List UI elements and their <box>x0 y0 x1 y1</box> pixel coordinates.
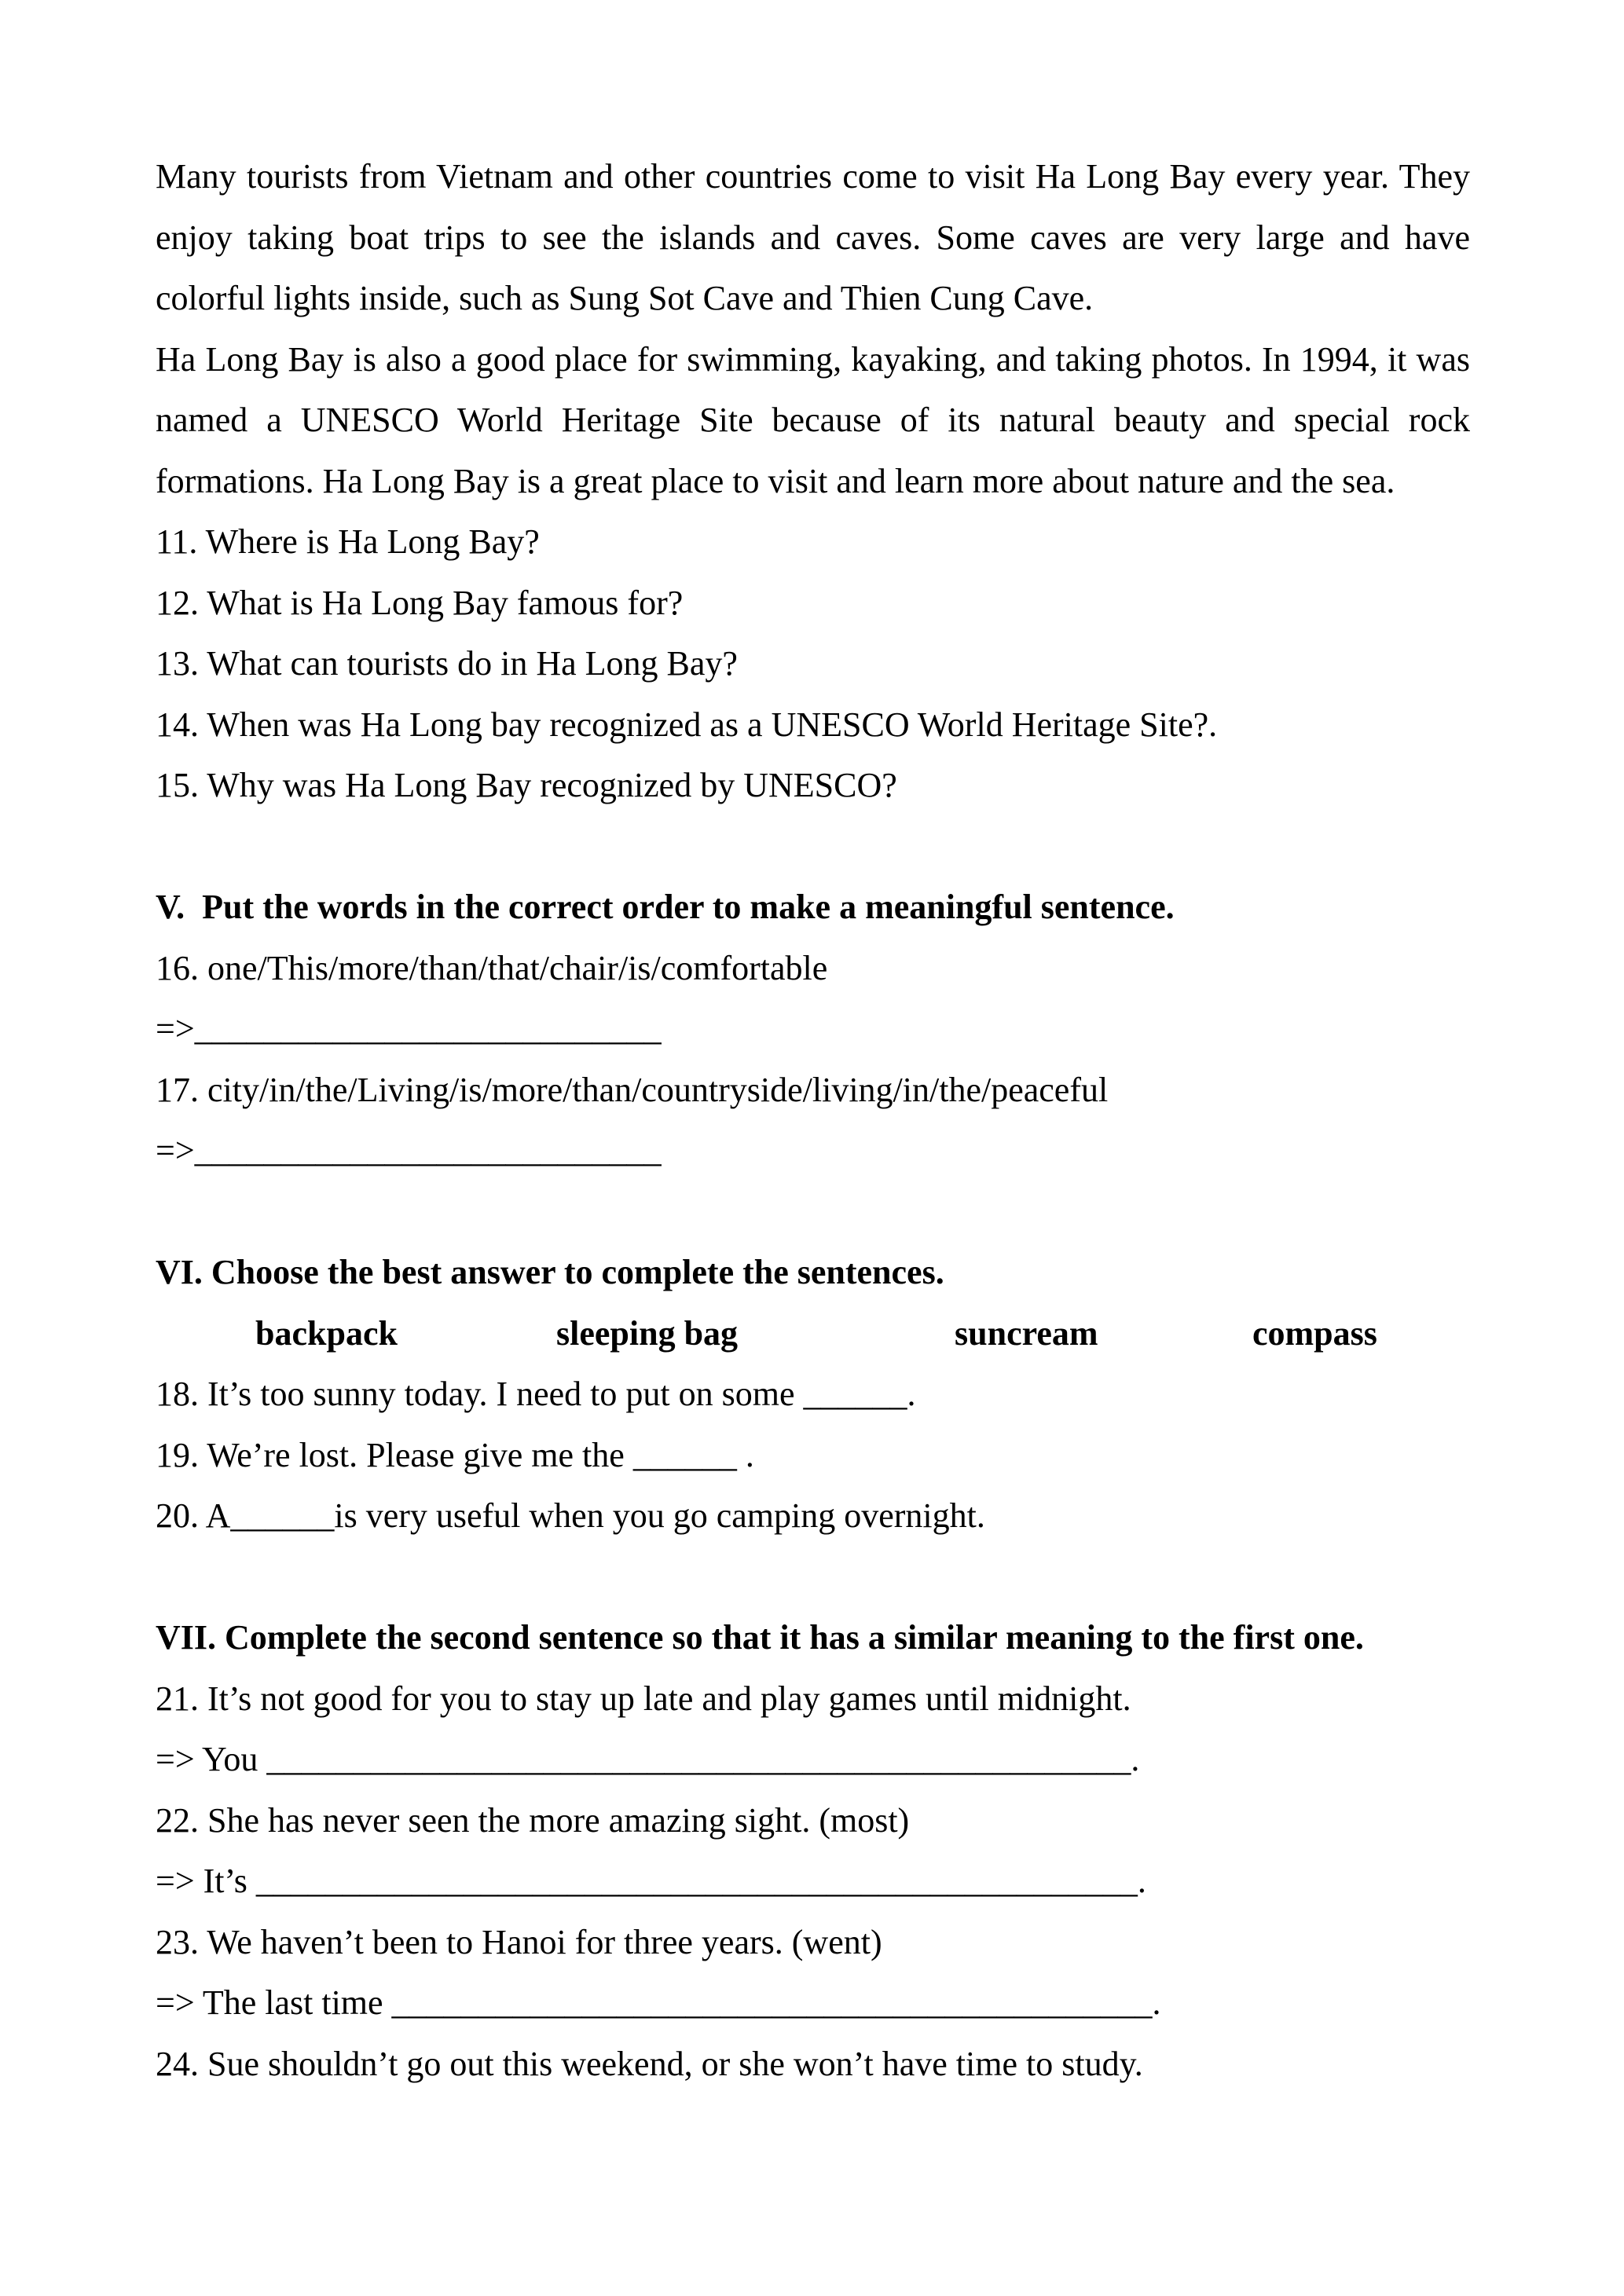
question-12: 12. What is Ha Long Bay famous for? <box>156 583 684 622</box>
word-bank <box>156 1303 1470 1364</box>
question-18: 18. It’s too sunny today. I need to put on some ______. <box>156 1375 916 1413</box>
question-21: 21. It’s not good for you to stay up late and play games until midnight. <box>156 1679 1131 1718</box>
passage-line: Ha Long Bay is also a good place for swimming, kayaking, and taking photos. In 1994, it was <box>156 339 1470 379</box>
word-bank-item-backpack: backpack <box>255 1313 398 1353</box>
passage-line: colorful lights inside, such as Sung Sot Cave and Thien Cung Cave. <box>156 279 1094 317</box>
question-16: 16. one/This/more/than/that/chair/is/comfortable <box>156 948 828 987</box>
passage-line: enjoy taking boat trips to see the islands and caves. Some caves are very large and have <box>156 218 1470 257</box>
spacer <box>156 1181 1470 1243</box>
question-24: 24. Sue shouldn’t go out this weekend, or she won’t have time to study. <box>156 2044 1143 2083</box>
question-13: 13. What can tourists do in Ha Long Bay? <box>156 644 738 683</box>
question-11: 11. Where is Ha Long Bay? <box>156 522 540 561</box>
question-23: 23. We haven’t been to Hanoi for three years. (went) <box>156 1922 882 1961</box>
spacer <box>156 1547 1470 1608</box>
answer-blank-16: =>___________________________ <box>156 1009 662 1048</box>
question-20: 20. A______is very useful when you go camping overnight. <box>156 1496 985 1535</box>
answer-blank-23: => The last time ____________________________________________. <box>156 1983 1161 2022</box>
passage-line: Many tourists from Vietnam and other countries come to visit Ha Long Bay every year. They <box>156 157 1470 196</box>
answer-blank-17: =>___________________________ <box>156 1131 662 1170</box>
question-22: 22. She has never seen the more amazing sight. (most) <box>156 1800 910 1840</box>
answer-blank-22: => It’s ___________________________________________________. <box>156 1862 1146 1900</box>
word-bank-item-compass: compass <box>1252 1313 1377 1353</box>
passage-line: named a UNESCO World Heritage Site because of its natural beauty and special rock <box>156 401 1470 439</box>
section-v-heading: V. Put the words in the correct order to make a meaningful sentence. <box>156 888 1175 926</box>
word-bank-item-suncream: suncream <box>955 1313 1098 1353</box>
answer-blank-21: => You __________________________________________________. <box>156 1740 1140 1778</box>
word-bank-item-sleeping-bag: sleeping bag <box>556 1313 739 1353</box>
question-17: 17. city/in/the/Living/is/more/than/countryside/living/in/the/peaceful <box>156 1070 1109 1109</box>
question-15: 15. Why was Ha Long Bay recognized by UNESCO? <box>156 766 897 804</box>
worksheet-content <box>156 146 1470 2094</box>
passage-line: formations. Ha Long Bay is a great place to visit and learn more about nature and the sea. <box>156 461 1395 500</box>
section-vi-heading: VI. Choose the best answer to complete the sentences. <box>156 1253 944 1291</box>
section-vii-heading: VII. Complete the second sentence so that it has a similar meaning to the first one. <box>156 1618 1364 1657</box>
question-19: 19. We’re lost. Please give me the ______ . <box>156 1435 754 1474</box>
question-14: 14. When was Ha Long bay recognized as a UNESCO World Heritage Site?. <box>156 705 1218 744</box>
spacer <box>156 816 1470 877</box>
